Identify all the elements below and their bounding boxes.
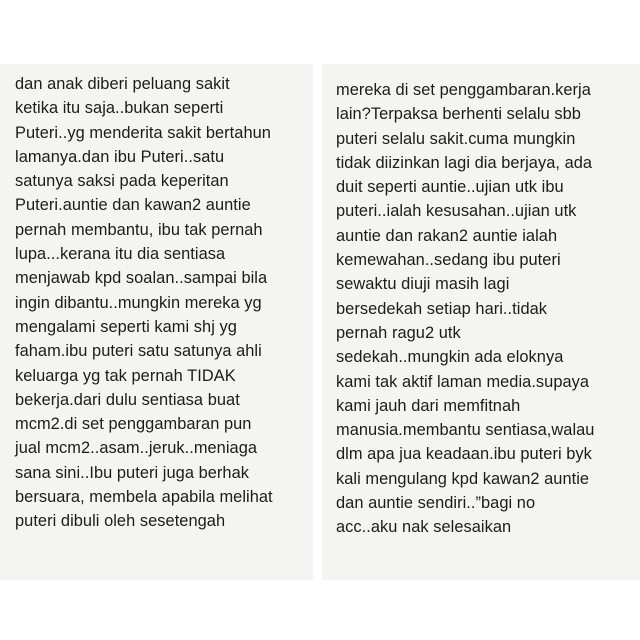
text-line: pernah membantu, ibu tak pernah (15, 220, 263, 239)
text-line: lupa...kerana itu dia sentiasa (15, 245, 226, 264)
text-line: lamanya.dan ibu Puteri..satu (15, 147, 225, 166)
text-line: puteri dibuli oleh sesetengah (15, 512, 226, 531)
text-line: pernah ragu2 utk (336, 323, 461, 342)
text-line: keluarga yg tak pernah TIDAK (15, 366, 236, 385)
text-line: kali mengulang kpd kawan2 auntie (336, 469, 590, 488)
text-line: sedekah..mungkin ada eloknya (336, 348, 564, 367)
text-line: menjawab kpd soalan..sampai bila (15, 269, 268, 288)
text-line: mereka di set penggambaran.kerja (336, 81, 591, 99)
text-line: tidak diizinkan lagi dia berjaya, ada (336, 153, 593, 172)
text-line: dan auntie sendiri..”bagi no (336, 494, 536, 513)
text-line: kami jauh dari memfitnah (336, 396, 521, 415)
text-line: mengalami seperti kami shj yg (15, 317, 237, 336)
text-line: bersedekah setiap hari..tidak (336, 299, 548, 318)
left-text-lines (15, 72, 313, 534)
text-line: ketika itu saja..bukan seperti (15, 99, 224, 118)
text-line: puteri selalu sakit.cuma mungkin (336, 129, 576, 148)
text-line: bekerja.dari dulu sentiasa buat (15, 390, 240, 409)
text-line: satunya saksi pada keperitan (15, 172, 229, 191)
text-line: dlm apa jua keadaan.ibu puteri byk (336, 445, 592, 464)
text-line: Puteri..yg menderita sakit bertahun (15, 123, 271, 142)
right-text-lines (336, 78, 640, 540)
text-line: duit seperti auntie..ujian utk ibu (336, 178, 564, 197)
text-line: dan anak diberi peluang sakit (15, 75, 230, 93)
text-line: jual mcm2..asam..jeruk..meniaga (15, 439, 258, 458)
text-line: sana sini..Ibu puteri juga berhak (15, 463, 249, 482)
left-text-panel (0, 64, 313, 580)
text-line: Puteri.auntie dan kawan2 auntie (15, 196, 251, 215)
text-line: auntie dan rakan2 auntie ialah (336, 226, 558, 245)
text-line: lain?Terpaksa berhenti selalu sbb (336, 105, 581, 124)
text-line: mcm2.di set penggambaran pun (15, 415, 252, 434)
text-line: acc..aku nak selesaikan (336, 518, 512, 537)
text-line: manusia.membantu sentiasa,walau (336, 421, 595, 440)
text-line: ingin dibantu..mungkin mereka yg (15, 293, 262, 312)
text-line: bersuara, membela apabila melihat (15, 488, 273, 507)
text-line: faham.ibu puteri satu satunya ahli (15, 342, 262, 361)
text-line: kemewahan..sedang ibu puteri (336, 251, 561, 270)
text-line: sewaktu diuji masih lagi (336, 275, 510, 294)
text-line: kami tak aktif laman media.supaya (336, 372, 590, 391)
text-line: puteri..ialah kesusahan..ujian utk (336, 202, 577, 221)
right-text-panel (322, 64, 640, 580)
